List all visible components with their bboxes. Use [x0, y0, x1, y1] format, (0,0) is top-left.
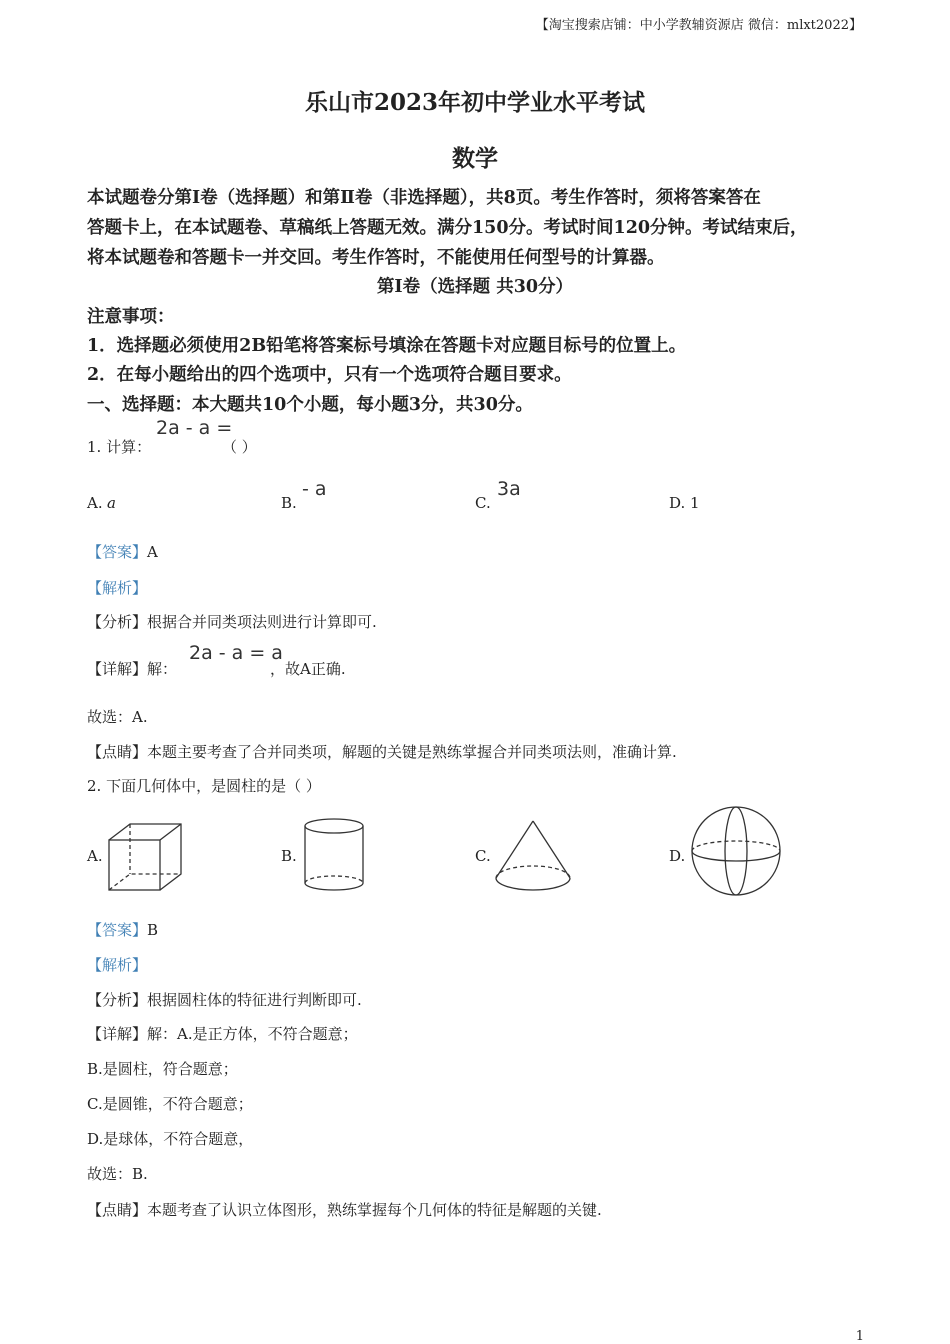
notes-title: 注意事项：: [87, 307, 175, 327]
q2-detail: 【详解】解：A.是正方体，不符合题意；: [87, 1025, 358, 1043]
q1-option-a-label: A.: [87, 494, 103, 512]
q1-option-d-label: D.: [669, 494, 686, 512]
q1-fenxi: 【分析】根据合并同类项法则进行计算即可.: [87, 613, 377, 631]
sphere-icon: [688, 804, 784, 898]
q1-detail-expression: 2a - a = a: [189, 642, 283, 664]
q2-option-d-label: D.: [669, 847, 686, 865]
q1-prefix: 1. 计算：: [87, 438, 152, 456]
q1-detail-suffix: ，故A正确.: [270, 660, 346, 678]
intro-line-2: 答题卡上，在本试题卷、草稿纸上答题无效。满分150分。考试时间120分钟。考试结束后，: [87, 218, 808, 238]
q1-detail-prefix: 【详解】解：: [87, 660, 178, 678]
cone-icon: [492, 818, 574, 894]
q2-comment: 【点睛】本题考查了认识立体图形，熟练掌握每个几何体的特征是解题的关键.: [87, 1201, 602, 1219]
q1-expression: 2a - a =: [156, 417, 233, 439]
answer-tag: 【答案】: [87, 921, 148, 939]
answer-value: A: [147, 543, 158, 561]
part-heading: 一、选择题：本大题共10个小题，每小题3分，共30分。: [87, 395, 533, 415]
q1-paren: （ ）: [222, 438, 257, 456]
page-header: 【淘宝搜索店铺：中小学教辅资源店 微信：mlxt2022】: [535, 18, 862, 33]
q2-option-a-label: A.: [87, 847, 103, 865]
cylinder-icon: [300, 815, 368, 895]
note-item-1: 1．选择题必须使用2B铅笔将答案标号填涂在答题卡对应题目标号的位置上。: [87, 336, 687, 356]
q2-line-b: B.是圆柱，符合题意；: [87, 1060, 238, 1078]
intro-line-3: 将本试题卷和答题卡一并交回。考生作答时，不能使用任何型号的计算器。: [87, 248, 665, 268]
q2-line-c: C.是圆锥，不符合题意；: [87, 1095, 253, 1113]
exam-subject: 数学: [452, 145, 498, 172]
q1-comment: 【点睛】本题主要考查了合并同类项，解题的关键是熟练掌握合并同类项法则，准确计算.: [87, 743, 677, 761]
note-item-2: 2．在每小题给出的四个选项中，只有一个选项符合题目要求。: [87, 365, 572, 385]
page-number: 1: [855, 1329, 864, 1344]
q2-option-c-label: C.: [475, 847, 491, 865]
q1-choose: 故选：A.: [87, 708, 148, 726]
q2-choose: 故选：B.: [87, 1165, 148, 1183]
q1-option-c-label: C.: [475, 494, 491, 512]
q2-fenxi: 【分析】根据圆柱体的特征进行判断即可.: [87, 991, 362, 1009]
exam-title: 乐山市2023年初中学业水平考试: [304, 89, 645, 116]
q2-analysis-tag: 【解析】: [87, 956, 148, 974]
intro-line-1: 本试题卷分第Ⅰ卷（选择题）和第Ⅱ卷（非选择题），共8页。考生作答时，须将答案答在: [87, 188, 761, 208]
q1-option-d-value: 1: [690, 494, 700, 512]
q1-answer: [87, 541, 158, 562]
q1-option-a-value: a: [107, 494, 116, 512]
q2-line-d: D.是球体，不符合题意，: [87, 1130, 254, 1148]
q2-answer: [87, 919, 158, 940]
q1-option-b-value: - a: [302, 478, 327, 500]
cube-icon: [104, 820, 186, 894]
answer-value: B: [147, 921, 159, 939]
q2-stem: 2. 下面几何体中，是圆柱的是（ ）: [87, 777, 321, 795]
q2-option-b-label: B.: [281, 847, 297, 865]
q1-option-b-label: B.: [281, 494, 297, 512]
q1-option-c-value: 3a: [497, 478, 521, 500]
answer-tag: 【答案】: [87, 543, 148, 561]
q1-analysis-tag: 【解析】: [87, 579, 148, 597]
section-heading: 第Ⅰ卷（选择题 共30分）: [376, 277, 574, 297]
